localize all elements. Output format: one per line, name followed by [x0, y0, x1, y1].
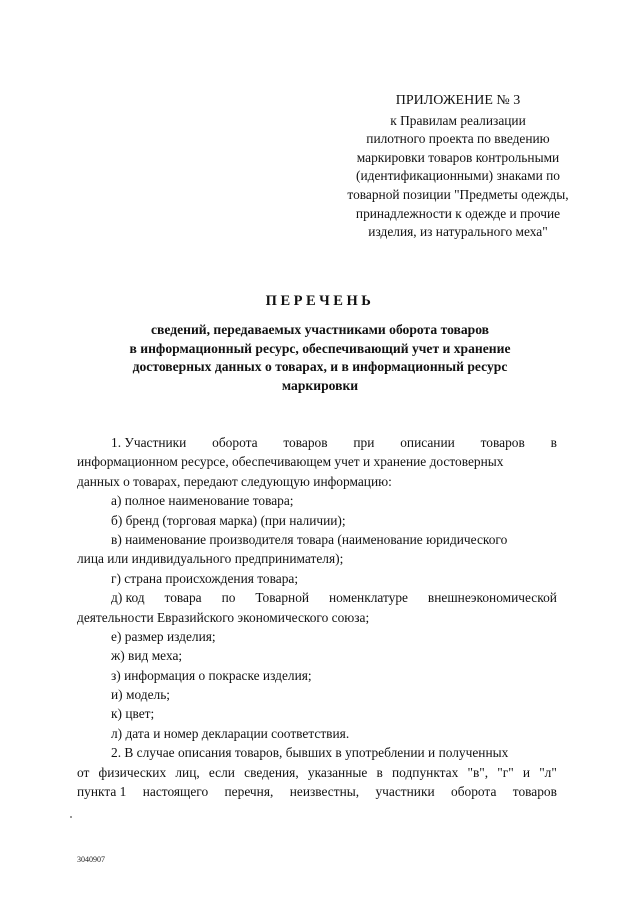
footer-document-code: 3040907: [77, 855, 105, 864]
list-item-l: л) дата и номер декларации соответствия.: [111, 725, 350, 741]
appendix-line: изделия, из натурального меха": [368, 224, 548, 240]
list-item-v-line-1: в) наименование производителя товара (наименование юридического: [111, 531, 508, 547]
word: товара: [164, 590, 202, 606]
document-subtitle: [90, 321, 550, 395]
word: "в",: [467, 764, 489, 780]
word: номенклатуре: [329, 590, 408, 606]
subtitle-line: достоверных данных о товарах, и в информационный ресурс: [132, 359, 508, 374]
word: "л": [539, 764, 557, 780]
word: от: [77, 764, 90, 780]
word: в: [550, 435, 557, 450]
word: перечня,: [224, 784, 274, 800]
list-item-zh: ж) вид меха;: [111, 648, 183, 664]
word: товаров: [512, 784, 557, 800]
list-item-v-line-2: лица или индивидуального предпринимателя);: [77, 551, 344, 567]
word: пункта 1: [77, 784, 127, 800]
word: по: [221, 590, 236, 606]
document-body: [77, 433, 557, 801]
paragraph-2-line-1: 2. В случае описания товаров, бывших в употреблении и полученных: [111, 745, 509, 761]
word: физических: [98, 764, 167, 780]
word: участники: [375, 784, 435, 800]
word: лиц,: [175, 764, 200, 780]
word: д) код: [111, 590, 145, 606]
word: "г": [497, 764, 514, 780]
word: внешнеэкономической: [427, 590, 557, 606]
paragraph-2-line-2: [77, 763, 557, 782]
subtitle-line: маркировки: [281, 377, 359, 393]
word: настоящего: [142, 784, 209, 800]
list-item-i: и) модель;: [111, 687, 171, 703]
list-item-z: з) информация о покраске изделия;: [111, 667, 312, 683]
word: описании: [400, 435, 455, 450]
document-title: ПЕРЕЧЕНЬ: [265, 293, 375, 309]
appendix-line: (идентификационными) знаками по: [356, 168, 560, 184]
paragraph-1-line-2: информационном ресурсе, обеспечивающем учет и хранение достоверных: [77, 454, 504, 470]
appendix-line: товарной позиции "Предметы одежды,: [347, 186, 569, 202]
list-item-d-line-2: деятельности Евразийского экономического союза;: [77, 609, 370, 625]
word: и: [522, 764, 531, 780]
list-item-a: а) полное наименование товара;: [111, 493, 294, 509]
subtitle-line: в информационный ресурс, обеспечивающий учет и хранение: [129, 340, 511, 356]
appendix-heading: ПРИЛОЖЕНИЕ № 3: [395, 93, 521, 108]
list-item-b: б) бренд (торговая марка) (при наличии);: [111, 512, 346, 528]
paragraph-2-line-3: [77, 782, 557, 801]
appendix-line: принадлежности к одежде и прочие: [355, 205, 561, 221]
list-item-g: г) страна происхождения товара;: [111, 570, 299, 586]
appendix-line: к Правилам реализации: [390, 112, 526, 128]
list-item-d-line-1: [77, 588, 557, 607]
appendix-line: маркировки товаров контрольными: [356, 149, 560, 165]
word: оборота: [212, 435, 258, 450]
word: товаров: [283, 435, 328, 450]
appendix-block: [310, 92, 606, 242]
paragraph-1-line-1: [77, 433, 557, 452]
paragraph-1-line-3: данных о товарах, передают следующую информацию:: [77, 473, 392, 489]
list-item-k: к) цвет;: [111, 706, 155, 722]
word: товаров: [480, 435, 525, 450]
word: при: [353, 435, 375, 450]
word: указанные: [307, 764, 368, 780]
scan-speck: [70, 816, 72, 818]
word: в: [376, 764, 383, 780]
word: сведения,: [244, 764, 299, 780]
subtitle-line: сведений, передаваемых участниками оборота товаров: [150, 322, 490, 337]
list-item-e: е) размер изделия;: [111, 628, 216, 644]
word: Товарной: [255, 590, 310, 606]
word: подпунктах: [392, 764, 459, 780]
word: 1. Участники: [111, 435, 187, 450]
word: неизвестны,: [289, 784, 360, 800]
word: если: [208, 764, 235, 780]
appendix-line: пилотного проекта по введению: [366, 131, 550, 147]
word: оборота: [451, 784, 497, 800]
